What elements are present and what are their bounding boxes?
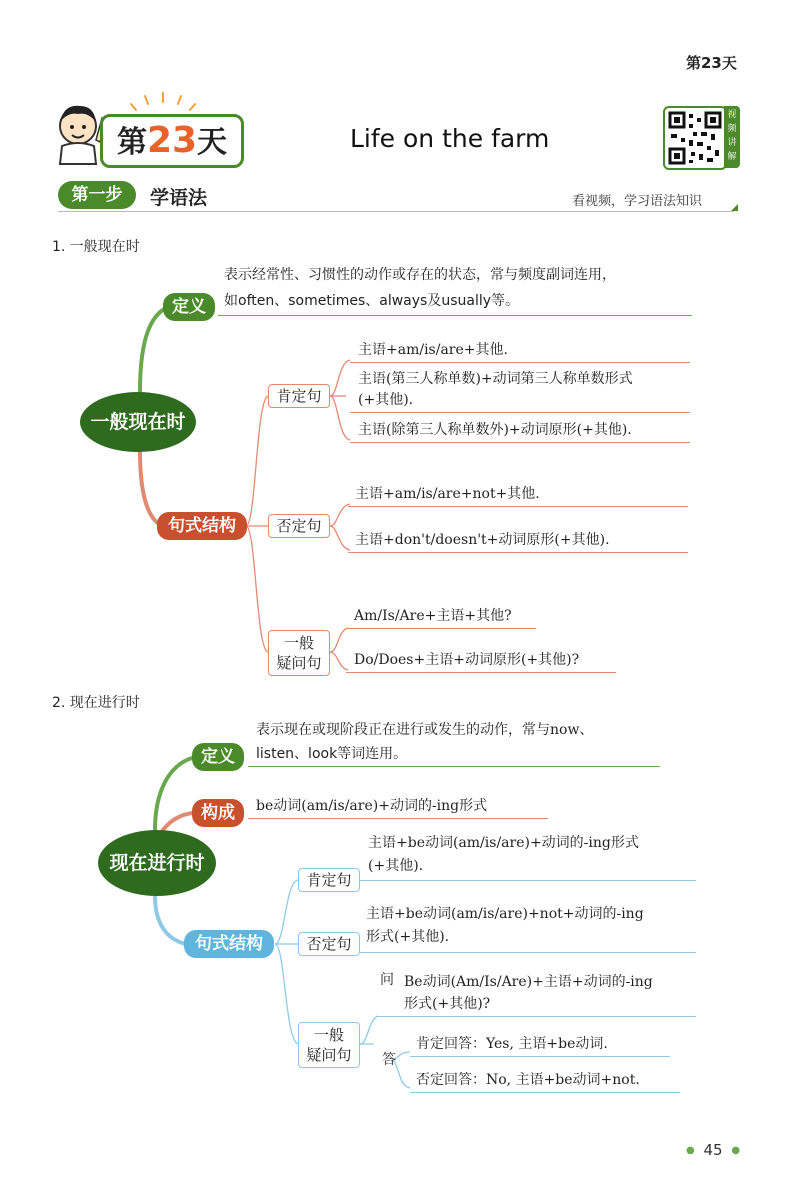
section2-form-text: be动词(am/is/are)+动词的-ing形式	[256, 798, 488, 814]
section1-definition-line1: 表示经常性、习惯性的动作或存在的状态，常与频度副词连用，	[224, 267, 616, 283]
page-title: Life on the farm	[350, 124, 550, 153]
section2-affirmative-box: 肯定句	[298, 868, 360, 892]
section1-heading: 1. 一般现在时	[52, 239, 140, 255]
section2-answer-mark: 答	[382, 1052, 396, 1068]
section2-negative-line2: 形式(+其他).	[366, 929, 450, 945]
section2-form-underline	[248, 818, 548, 819]
dot-icon: ●	[686, 1145, 695, 1156]
section2-ask-mark: 问	[380, 972, 394, 988]
section1-center-node: 一般现在时	[80, 392, 196, 452]
qr-caption: 视 频 讲 解	[724, 106, 740, 168]
day-badge: 第23天	[100, 114, 244, 168]
section1-affirmative-box: 肯定句	[268, 384, 330, 408]
section2-definition-line1: 表示现在或现阶段正在进行或发生的动作，常与now、	[256, 722, 594, 738]
section1-affirmative-3-underline	[350, 442, 690, 443]
section2-answer-no-underline	[410, 1092, 680, 1093]
section1-question-box: 一般 疑问句	[268, 630, 330, 676]
section1-affirmative-2: 主语(第三人称单数)+动词第三人称单数形式	[358, 371, 633, 387]
section2-answer-yes: 肯定回答：Yes, 主语+be动词.	[416, 1036, 608, 1052]
section1-question-2-underline	[346, 672, 616, 673]
section1-affirmative-3: 主语(除第三人称单数外)+动词原形(+其他).	[358, 422, 632, 438]
section2-negative-box: 否定句	[298, 932, 360, 956]
page-number: ● 45 ●	[686, 1141, 741, 1159]
section1-affirmative-2b: (+其他).	[358, 392, 414, 408]
section2-negative-underline	[360, 952, 696, 953]
section2-ask-line2: 形式(+其他)?	[404, 996, 491, 1012]
section2-definition-line2: listen、look等词连用。	[256, 746, 408, 762]
section1-affirmative-1-underline	[350, 362, 690, 363]
section2-definition-underline	[248, 766, 660, 767]
dot-icon: ●	[731, 1145, 741, 1156]
section2-ask-underline	[376, 1016, 696, 1017]
section1-negative-2-underline	[348, 552, 688, 553]
section2-definition-node: 定义	[192, 743, 244, 771]
section2-affirmative-underline	[360, 880, 696, 881]
section1-question-1: Am/Is/Are+主语+其他?	[354, 608, 512, 624]
section2-affirmative-line2: (+其他).	[368, 858, 424, 874]
section1-definition-line2: 如often、sometimes、always及usually等。	[224, 293, 520, 309]
step-hint: 看视频，学习语法知识	[572, 194, 703, 209]
section1-structure-node: 句式结构	[157, 512, 247, 540]
step-title: 学语法	[150, 187, 208, 209]
section1-affirmative-1: 主语+am/is/are+其他.	[358, 342, 508, 358]
section2-affirmative-line1: 主语+be动词(am/is/are)+动词的-ing形式	[368, 835, 639, 851]
section2-structure-node: 句式结构	[184, 930, 274, 958]
section1-definition-node: 定义	[163, 293, 215, 321]
section1-negative-box: 否定句	[268, 514, 330, 538]
section2-negative-line1: 主语+be动词(am/is/are)+not+动词的-ing	[366, 906, 644, 922]
section2-form-node: 构成	[192, 799, 244, 827]
section2-answer-yes-underline	[410, 1056, 670, 1057]
section1-negative-1-underline	[348, 506, 688, 507]
section1-question-1-underline	[346, 628, 536, 629]
section1-affirmative-2-underline	[350, 412, 690, 413]
section1-negative-1: 主语+am/is/are+not+其他.	[355, 486, 540, 502]
section1-definition-underline	[218, 315, 692, 316]
step-badge: 第一步	[58, 181, 136, 209]
section1-question-2: Do/Does+主语+动词原形(+其他)?	[354, 652, 580, 668]
section2-ask-line1: Be动词(Am/Is/Are)+主语+动词的-ing	[404, 974, 653, 990]
day-label: 第23天	[686, 54, 737, 72]
section2-heading: 2. 现在进行时	[52, 695, 140, 711]
section2-answer-no: 否定回答：No, 主语+be动词+not.	[416, 1072, 640, 1088]
section1-negative-2: 主语+don't/doesn't+动词原形(+其他).	[355, 532, 610, 548]
section2-center-node: 现在进行时	[98, 830, 216, 896]
section2-question-box: 一般 疑问句	[298, 1022, 360, 1068]
